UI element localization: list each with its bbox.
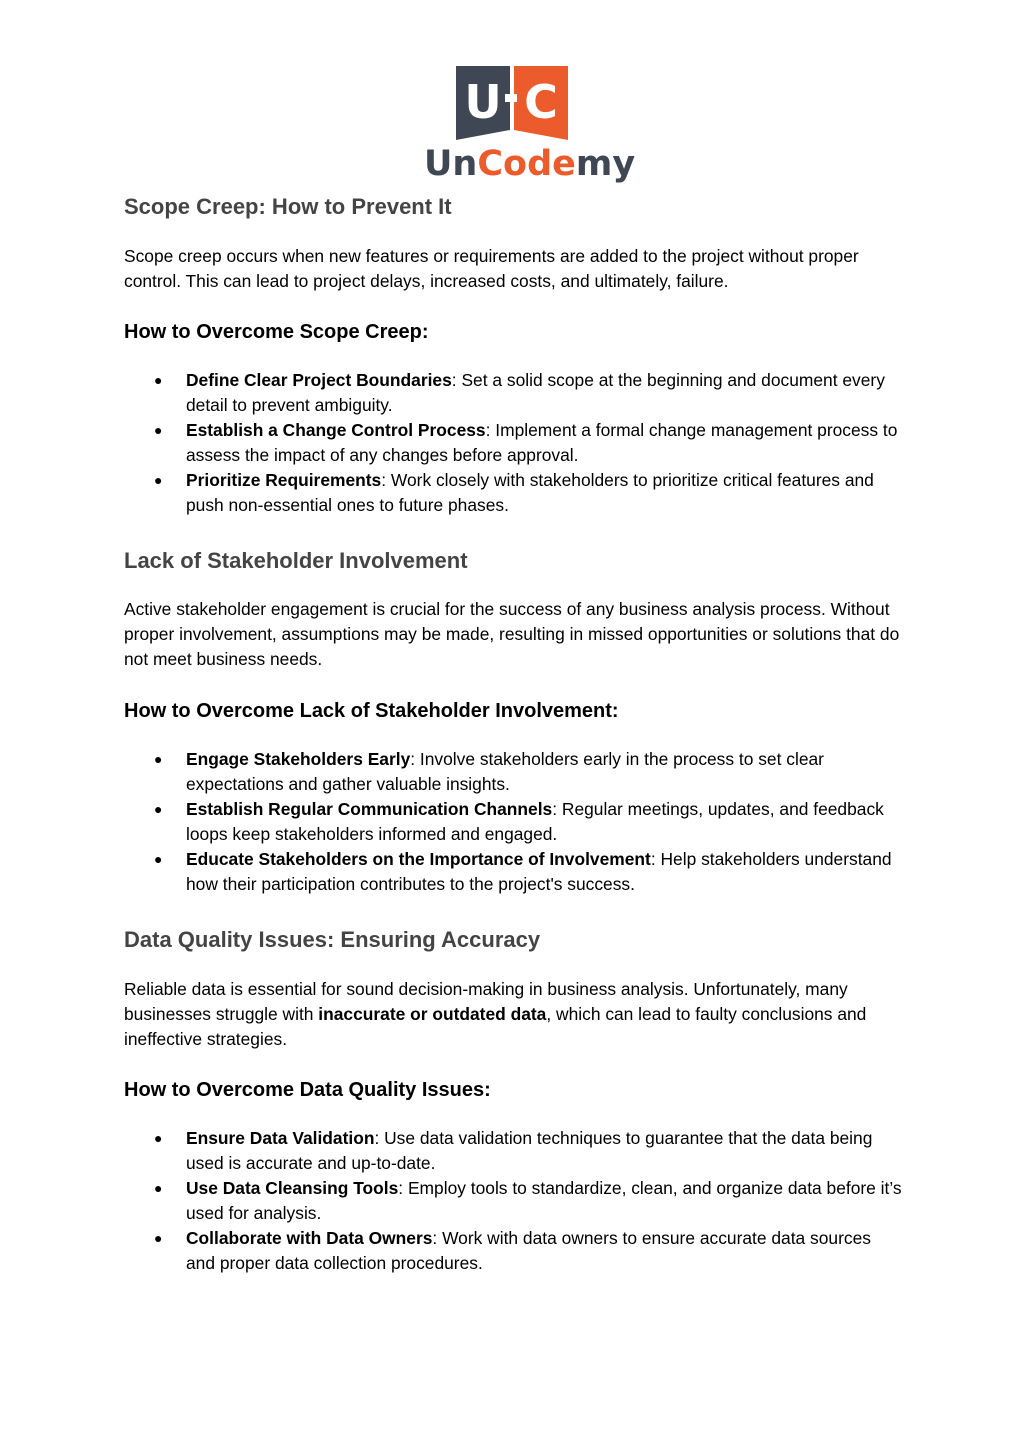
bullet-icon: ● (154, 372, 163, 388)
list-item: ● Establish a Change Control Process: Implement a formal change management process to assess the impact of any changes before approval. (154, 420, 898, 465)
subheading-overcome-scope-creep: How to Overcome Scope Creep: (124, 321, 429, 343)
section-title-stakeholder-involvement: Lack of Stakeholder Involvement (124, 548, 468, 573)
logo-word-my: my (575, 144, 636, 184)
logo-word-code: Code (477, 144, 576, 184)
list-item: ● Prioritize Requirements: Work closely with stakeholders to prioritize critical features and push non-essential ones to future phases. (154, 470, 874, 515)
bullet-icon: ● (154, 851, 163, 867)
logo-mark-letter-c: C (524, 75, 558, 129)
paragraph-data-quality: Reliable data is essential for sound decision-making in business analysis. Unfortunately, many businesses struggle with inaccurate or outdated data, which can lead to faulty conclusions and ineffective strategies. (124, 979, 867, 1049)
logo-mark-letter-u: U (464, 75, 502, 129)
list-scope-creep (124, 368, 904, 518)
bullet-icon: ● (154, 1180, 163, 1196)
list-item: ● Engage Stakeholders Early: Involve stakeholders early in the process to set clear expectations and gather valuable insights. (154, 749, 824, 794)
bullet-icon: ● (154, 422, 163, 438)
paragraph-scope-creep: Scope creep occurs when new features or requirements are added to the project without proper control. This can lead to project delays, increased costs, and ultimately, failure. (124, 246, 859, 291)
list-item: ● Establish Regular Communication Channels: Regular meetings, updates, and feedback loops keep stakeholders informed and engaged. (154, 799, 884, 844)
bullet-icon: ● (154, 1230, 163, 1246)
section-title-data-quality: Data Quality Issues: Ensuring Accuracy (124, 927, 541, 952)
list-item: ● Use Data Cleansing Tools: Employ tools to standardize, clean, and organize data before it’s used for analysis. (154, 1178, 902, 1223)
logo-word-un: Un (424, 144, 478, 184)
list-item: ● Educate Stakeholders on the Importance of Involvement: Help stakeholders understand how their participation contributes to the project's success. (154, 849, 892, 894)
bullet-icon: ● (154, 751, 163, 767)
logo-wordmark (424, 144, 636, 184)
list-stakeholder (124, 747, 904, 897)
bullet-icon: ● (154, 1130, 163, 1146)
list-item: ● Collaborate with Data Owners: Work with data owners to ensure accurate data sources and proper data collection procedures. (154, 1228, 871, 1273)
bullet-icon: ● (154, 472, 163, 488)
bullet-icon: ● (154, 801, 163, 817)
subheading-overcome-stakeholder: How to Overcome Lack of Stakeholder Involvement: (124, 700, 619, 722)
list-data-quality (124, 1126, 904, 1276)
list-item: ● Define Clear Project Boundaries: Set a solid scope at the beginning and document every detail to prevent ambiguity. (154, 370, 885, 415)
section-title-scope-creep: Scope Creep: How to Prevent It (124, 194, 452, 219)
list-item: ● Ensure Data Validation: Use data validation techniques to guarantee that the data being used is accurate and up-to-date. (154, 1128, 873, 1173)
paragraph-stakeholder-involvement: Active stakeholder engagement is crucial for the success of any business analysis process. Without proper involvement, assumptions may be made, resulting in missed opportunities or solutions that do not meet business needs. (124, 599, 900, 669)
uncodemy-logo (424, 64, 636, 184)
uncodemy-logo-mark (456, 66, 568, 144)
subheading-overcome-data-quality: How to Overcome Data Quality Issues: (124, 1079, 491, 1101)
